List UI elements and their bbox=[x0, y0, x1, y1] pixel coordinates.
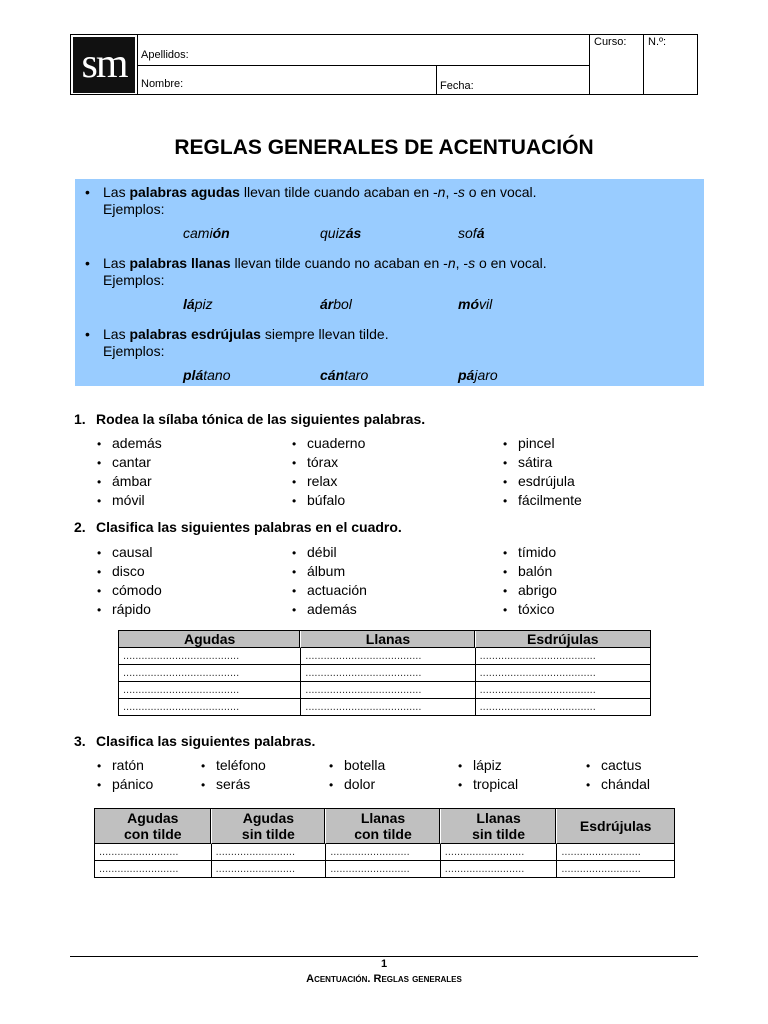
answer-blank[interactable]: .......................... bbox=[441, 861, 558, 877]
word-item: • cómodo bbox=[97, 581, 162, 600]
table-row bbox=[95, 861, 674, 877]
student-info-header bbox=[70, 34, 698, 95]
page-title: REGLAS GENERALES DE ACENTUACIÓN bbox=[174, 136, 594, 159]
word-list-column bbox=[503, 543, 557, 619]
word-item: • disco bbox=[97, 562, 162, 581]
exercise-instruction: Rodea la sílaba tónica de las siguientes palabras. bbox=[96, 411, 426, 427]
apellidos-label: Apellidos: bbox=[141, 49, 189, 61]
word-list-column bbox=[458, 756, 518, 794]
rule-term: palabras esdrújulas bbox=[129, 326, 261, 342]
answer-blank[interactable]: ...................................... bbox=[119, 665, 301, 682]
table-header: Llanas sin tilde bbox=[441, 809, 558, 844]
table-header: Agudas con tilde bbox=[95, 809, 212, 844]
rule-text: Las palabras esdrújulas siempre llevan tilde. bbox=[103, 326, 389, 342]
word-item: • móvil bbox=[97, 491, 162, 510]
bullet-icon: • bbox=[85, 184, 90, 200]
word-item: • lápiz bbox=[458, 756, 518, 775]
word-item: • dolor bbox=[329, 775, 385, 794]
examples-row bbox=[83, 367, 696, 387]
answer-blank[interactable]: .......................... bbox=[326, 861, 441, 877]
table-row bbox=[119, 648, 650, 665]
word-item: • fácilmente bbox=[503, 491, 582, 510]
exercise-instruction: Clasifica las siguientes palabras en el cuadro. bbox=[96, 519, 402, 535]
word-item: • pincel bbox=[503, 434, 582, 453]
word-list-column bbox=[586, 756, 650, 794]
word-item: • balón bbox=[503, 562, 557, 581]
example-word: quizás bbox=[320, 225, 362, 241]
examples-label: Ejemplos: bbox=[103, 201, 165, 217]
rule-item bbox=[83, 255, 696, 289]
example-word: plátano bbox=[183, 367, 231, 383]
classification-table-1 bbox=[118, 630, 651, 716]
answer-blank[interactable]: ...................................... bbox=[301, 682, 475, 699]
word-item: • cantar bbox=[97, 453, 162, 472]
table-row bbox=[119, 665, 650, 682]
fecha-label: Fecha: bbox=[440, 80, 474, 92]
numero-label: N.º: bbox=[648, 36, 667, 48]
table-header: Llanas con tilde bbox=[326, 809, 441, 844]
answer-blank[interactable]: .......................... bbox=[95, 861, 212, 877]
word-item: • pánico bbox=[97, 775, 153, 794]
exercise-1-heading bbox=[74, 411, 425, 427]
table-header: Agudas sin tilde bbox=[212, 809, 327, 844]
exercise-number: 2. bbox=[74, 519, 86, 535]
answer-blank[interactable]: ...................................... bbox=[119, 682, 301, 699]
word-item: • serás bbox=[201, 775, 266, 794]
word-item: • tórax bbox=[292, 453, 365, 472]
classification-table-2 bbox=[94, 808, 675, 878]
word-list-column bbox=[201, 756, 266, 794]
table-header: Esdrújulas bbox=[476, 631, 650, 648]
word-list-column bbox=[292, 543, 367, 619]
answer-blank[interactable]: .......................... bbox=[212, 844, 327, 861]
answer-blank[interactable]: ...................................... bbox=[119, 699, 301, 715]
exercise-3-heading bbox=[74, 733, 315, 749]
word-list-column bbox=[292, 434, 365, 510]
word-list-column bbox=[503, 434, 582, 510]
word-item: • tímido bbox=[503, 543, 557, 562]
table-header: Agudas bbox=[119, 631, 301, 648]
word-item: • esdrújula bbox=[503, 472, 582, 491]
curso-label: Curso: bbox=[594, 36, 627, 48]
accent-rules-box bbox=[75, 179, 704, 386]
word-item: • ratón bbox=[97, 756, 153, 775]
word-item: • búfalo bbox=[292, 491, 365, 510]
answer-blank[interactable]: ...................................... bbox=[301, 699, 475, 715]
word-item: • tropical bbox=[458, 775, 518, 794]
answer-blank[interactable]: .......................... bbox=[326, 844, 441, 861]
word-item: • ámbar bbox=[97, 472, 162, 491]
word-item: • botella bbox=[329, 756, 385, 775]
table-header: Esdrújulas bbox=[557, 809, 674, 844]
example-word: camión bbox=[183, 225, 230, 241]
publisher-logo: sm bbox=[73, 37, 135, 93]
word-list-column bbox=[97, 434, 162, 510]
example-word: sofá bbox=[458, 225, 485, 241]
word-item: • débil bbox=[292, 543, 367, 562]
examples-label: Ejemplos: bbox=[103, 343, 165, 359]
answer-blank[interactable]: ...................................... bbox=[476, 665, 650, 682]
answer-blank[interactable]: .......................... bbox=[95, 844, 212, 861]
answer-blank[interactable]: .......................... bbox=[212, 861, 327, 877]
example-word: móvil bbox=[458, 296, 493, 312]
answer-blank[interactable]: .......................... bbox=[557, 844, 674, 861]
word-item: • teléfono bbox=[201, 756, 266, 775]
examples-label: Ejemplos: bbox=[103, 272, 165, 288]
answer-blank[interactable]: ...................................... bbox=[479, 701, 596, 713]
answer-blank[interactable]: ...................................... bbox=[301, 665, 475, 682]
rule-item bbox=[83, 326, 696, 360]
word-item: • además bbox=[97, 434, 162, 453]
word-list-column bbox=[97, 543, 162, 619]
answer-blank[interactable]: ...................................... bbox=[301, 648, 475, 665]
word-item: • además bbox=[292, 600, 367, 619]
word-item: • cactus bbox=[586, 756, 650, 775]
bullet-icon: • bbox=[85, 255, 90, 271]
examples-row bbox=[83, 296, 696, 316]
word-item: • actuación bbox=[292, 581, 367, 600]
table-header: Llanas bbox=[301, 631, 475, 648]
word-item: • tóxico bbox=[503, 600, 557, 619]
answer-blank[interactable]: ...................................... bbox=[119, 648, 301, 665]
table-row bbox=[95, 844, 674, 861]
table-row bbox=[119, 699, 650, 715]
word-item: • relax bbox=[292, 472, 365, 491]
answer-blank[interactable]: .......................... bbox=[441, 844, 558, 861]
word-item: • chándal bbox=[586, 775, 650, 794]
table-row bbox=[119, 682, 650, 699]
nombre-label: Nombre: bbox=[141, 78, 184, 90]
exercise-2-heading bbox=[74, 519, 402, 535]
examples-row bbox=[83, 225, 696, 245]
rule-text: Las palabras llanas llevan tilde cuando no acaban en -n, -s o en vocal. bbox=[103, 255, 547, 271]
word-item: • sátira bbox=[503, 453, 582, 472]
exercise-number: 1. bbox=[74, 411, 86, 427]
word-list-column bbox=[329, 756, 385, 794]
answer-blank[interactable]: ...................................... bbox=[476, 682, 650, 699]
exercise-instruction: Clasifica las siguientes palabras. bbox=[96, 733, 316, 749]
word-item: • causal bbox=[97, 543, 162, 562]
example-word: cántaro bbox=[320, 367, 369, 383]
word-item: • rápido bbox=[97, 600, 162, 619]
exercise-number: 3. bbox=[74, 733, 86, 749]
rule-term: palabras agudas bbox=[129, 184, 240, 200]
rule-term: palabras llanas bbox=[129, 255, 231, 271]
bullet-icon: • bbox=[85, 326, 90, 342]
rule-text: Las palabras agudas llevan tilde cuando acaban en -n, -s o en vocal. bbox=[103, 184, 537, 200]
word-item: • álbum bbox=[292, 562, 367, 581]
answer-blank[interactable]: ...................................... bbox=[476, 648, 650, 665]
page-number: 1 bbox=[380, 958, 388, 970]
example-word: pájaro bbox=[458, 367, 498, 383]
answer-blank[interactable]: .......................... bbox=[561, 863, 641, 875]
footer-rule bbox=[70, 956, 698, 957]
word-list-column bbox=[97, 756, 153, 794]
footer-title: Acentuación. Reglas generales bbox=[306, 973, 462, 985]
example-word: árbol bbox=[320, 296, 352, 312]
word-item: • cuaderno bbox=[292, 434, 365, 453]
example-word: lápiz bbox=[183, 296, 213, 312]
word-item: • abrigo bbox=[503, 581, 557, 600]
rule-item bbox=[83, 184, 696, 218]
